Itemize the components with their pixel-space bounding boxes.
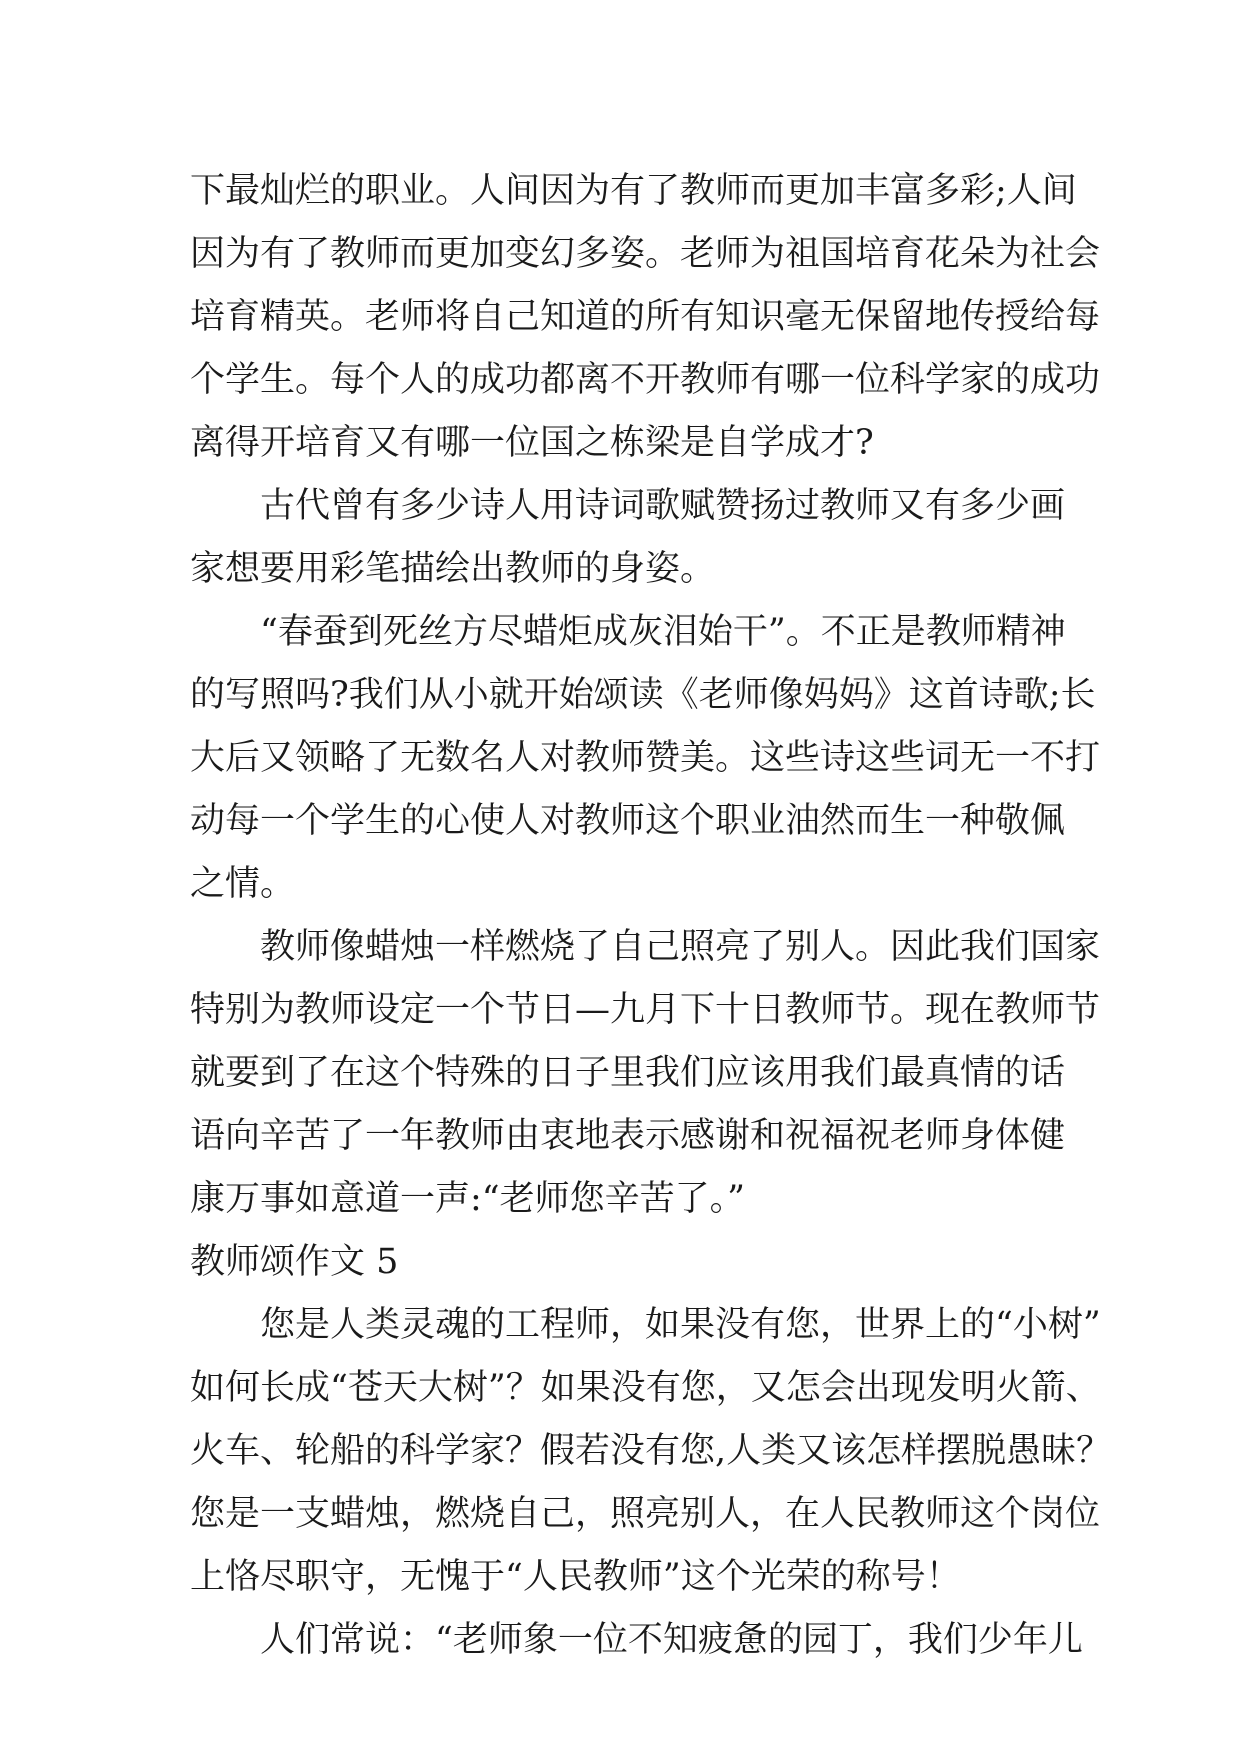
text-line: 如何长成“苍天大树”？如果没有您，又怎会出现发明火箭、 <box>190 1368 1101 1408</box>
text-line: 的写照吗?我们从小就开始颂读《老师像妈妈》这首诗歌;长 <box>190 675 1096 715</box>
text-line: 人们常说：“老师象一位不知疲惫的园丁，我们少年儿 <box>260 1620 1083 1660</box>
text-line: 个学生。每个人的成功都离不开教师有哪一位科学家的成功 <box>190 360 1101 400</box>
text-line: “春蚕到死丝方尽蜡炬成灰泪始干”。不正是教师精神 <box>260 612 1066 652</box>
text-line: 火车、轮船的科学家？假若没有您,人类又该怎样摆脱愚昧？ <box>190 1431 1112 1471</box>
text-line: 就要到了在这个特殊的日子里我们应该用我们最真情的话 <box>190 1053 1066 1093</box>
text-line: 古代曾有多少诗人用诗词歌赋赞扬过教师又有多少画 <box>260 486 1066 526</box>
text-line: 因为有了教师而更加变幻多姿。老师为祖国培育花朵为社会 <box>190 234 1101 274</box>
section-heading: 教师颂作文 5 <box>190 1242 399 1282</box>
text-line: 您是一支蜡烛，燃烧自己，照亮别人，在人民教师这个岗位 <box>190 1494 1101 1534</box>
text-line: 您是人类灵魂的工程师，如果没有您，世界上的“小树” <box>260 1305 1101 1345</box>
text-line: 上恪尽职守，无愧于“人民教师”这个光荣的称号！ <box>190 1557 961 1597</box>
text-line: 特别为教师设定一个节日—九月下十日教师节。现在教师节 <box>190 990 1101 1030</box>
text-line: 语向辛苦了一年教师由衷地表示感谢和祝福祝老师身体健 <box>190 1116 1066 1156</box>
text-line: 之情。 <box>190 864 296 904</box>
text-line: 教师像蜡烛一样燃烧了自己照亮了别人。因此我们国家 <box>260 927 1101 967</box>
text-line: 下最灿烂的职业。人间因为有了教师而更加丰富多彩;人间 <box>190 171 1077 211</box>
text-line: 康万事如意道一声:“老师您辛苦了。” <box>190 1179 746 1219</box>
text-line: 动每一个学生的心使人对教师这个职业油然而生一种敬佩 <box>190 801 1066 841</box>
text-line: 家想要用彩笔描绘出教师的身姿。 <box>190 549 716 589</box>
text-line: 离得开培育又有哪一位国之栋梁是自学成才? <box>190 423 874 463</box>
text-line: 大后又领略了无数名人对教师赞美。这些诗这些词无一不打 <box>190 738 1101 778</box>
essay-text <box>190 160 1112 1672</box>
text-line: 培育精英。老师将自己知道的所有知识毫无保留地传授给每 <box>190 297 1101 337</box>
